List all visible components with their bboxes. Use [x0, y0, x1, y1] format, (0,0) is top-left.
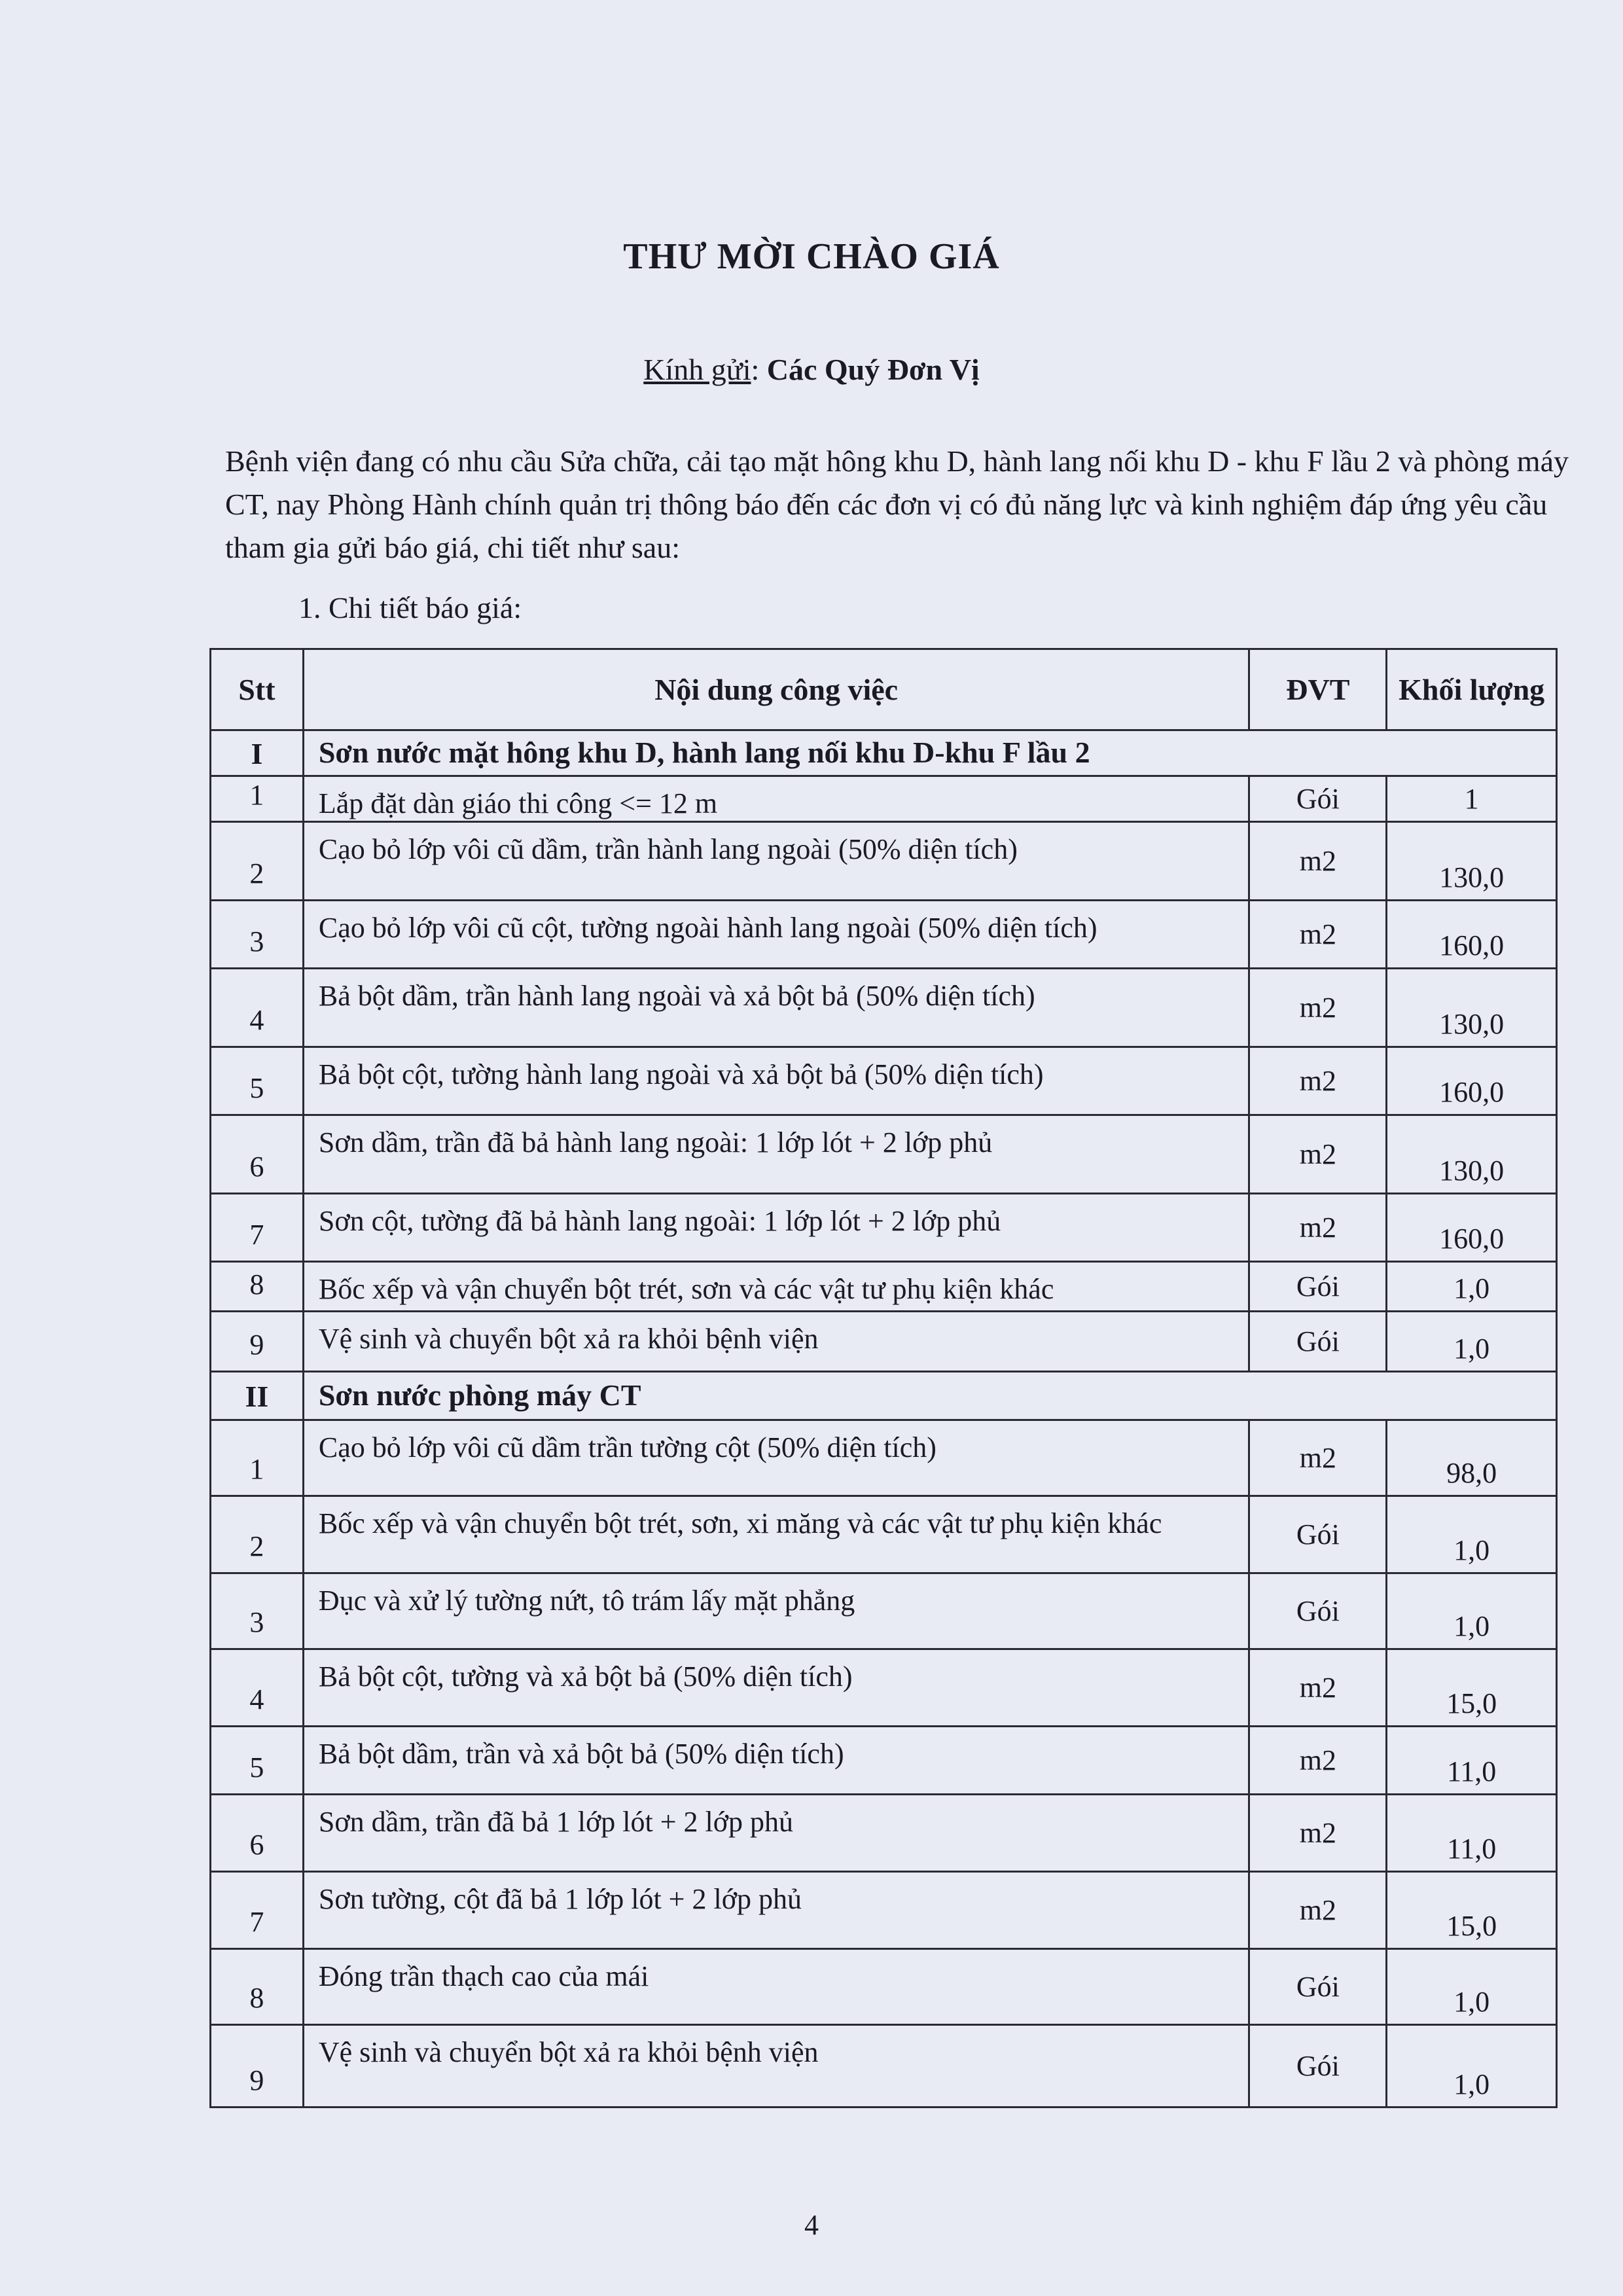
cell-stt: 3 — [211, 1573, 304, 1649]
cell-stt: 1 — [211, 776, 304, 822]
cell-content: Bả bột dầm, trần hành lang ngoài và xả bột bả (50% diện tích) — [303, 969, 1249, 1047]
table-row — [211, 1872, 1557, 1949]
table-row — [211, 2025, 1557, 2108]
cell-content: Bốc xếp và vận chuyển bột trét, sơn, xi măng và các vật tư phụ kiện khác — [303, 1496, 1249, 1573]
cell-qty: 1,0 — [1387, 1573, 1557, 1649]
cell-unit: m2 — [1249, 1047, 1387, 1115]
cell-stt: 4 — [211, 1649, 304, 1727]
table-row — [211, 1573, 1557, 1649]
cell-qty: 11,0 — [1387, 1795, 1557, 1872]
cell-stt: 3 — [211, 901, 304, 969]
cell-unit: m2 — [1249, 1649, 1387, 1727]
cell-stt: 8 — [211, 1949, 304, 2025]
table-row — [211, 969, 1557, 1047]
cell-content: Lắp đặt dàn giáo thi công <= 12 m — [303, 776, 1249, 822]
quote-table — [209, 648, 1558, 2108]
cell-unit: Gói — [1249, 1262, 1387, 1312]
table-row — [211, 822, 1557, 901]
cell-unit: Gói — [1249, 1312, 1387, 1372]
cell-content: Bả bột cột, tường hành lang ngoài và xả bột bả (50% diện tích) — [303, 1047, 1249, 1115]
cell-stt: 5 — [211, 1047, 304, 1115]
cell-qty: 15,0 — [1387, 1872, 1557, 1949]
cell-content: Sơn cột, tường đã bả hành lang ngoài: 1 lớp lót + 2 lớp phủ — [303, 1194, 1249, 1262]
cell-qty: 130,0 — [1387, 969, 1557, 1047]
cell-content: Sơn tường, cột đã bả 1 lớp lót + 2 lớp phủ — [303, 1872, 1249, 1949]
cell-stt: 9 — [211, 1312, 304, 1372]
intro-paragraph: Bệnh viện đang có nhu cầu Sửa chữa, cải tạo mặt hông khu D, hành lang nối khu D - khu F lầu 2 và phòng máy CT, nay Phòng Hành chính quản trị thông báo đến các đơn vị có đủ năng lực và kinh nghiệm đáp ứng yêu cầu tham gia gửi báo giá, chi tiết như sau: — [225, 444, 1569, 564]
cell-qty: 1,0 — [1387, 2025, 1557, 2108]
cell-content: Vệ sinh và chuyển bột xả ra khỏi bệnh viện — [303, 1312, 1249, 1372]
greeting-recipient: Các Quý Đơn Vị — [766, 353, 980, 386]
cell-content: Cạo bỏ lớp vôi cũ dầm, trần hành lang ngoài (50% diện tích) — [303, 822, 1249, 901]
cell-stt: 2 — [211, 822, 304, 901]
cell-content: Đóng trần thạch cao của mái — [303, 1949, 1249, 2025]
group-title: Sơn nước mặt hông khu D, hành lang nối khu D-khu F lầu 2 — [303, 730, 1556, 776]
cell-stt: 7 — [211, 1194, 304, 1262]
cell-unit: Gói — [1249, 1949, 1387, 2025]
table-row — [211, 1795, 1557, 1872]
cell-unit: m2 — [1249, 1194, 1387, 1262]
cell-stt: 6 — [211, 1795, 304, 1872]
cell-stt: 1 — [211, 1420, 304, 1496]
cell-qty: 160,0 — [1387, 1194, 1557, 1262]
cell-qty: 1,0 — [1387, 1496, 1557, 1573]
cell-stt: 7 — [211, 1872, 304, 1949]
cell-content: Sơn dầm, trần đã bả hành lang ngoài: 1 lớp lót + 2 lớp phủ — [303, 1115, 1249, 1194]
table-row — [211, 1194, 1557, 1262]
cell-stt: 5 — [211, 1727, 304, 1795]
cell-unit: m2 — [1249, 1795, 1387, 1872]
table-row — [211, 776, 1557, 822]
cell-qty: 160,0 — [1387, 901, 1557, 969]
cell-unit: m2 — [1249, 901, 1387, 969]
cell-unit: m2 — [1249, 822, 1387, 901]
cell-qty: 130,0 — [1387, 1115, 1557, 1194]
cell-qty: 160,0 — [1387, 1047, 1557, 1115]
section-heading: 1. Chi tiết báo giá: — [298, 591, 522, 624]
table-row — [211, 901, 1557, 969]
cell-unit: m2 — [1249, 1727, 1387, 1795]
cell-content: Cạo bỏ lớp vôi cũ dầm trần tường cột (50% diện tích) — [303, 1420, 1249, 1496]
cell-stt: 6 — [211, 1115, 304, 1194]
cell-unit: Gói — [1249, 776, 1387, 822]
cell-stt: 9 — [211, 2025, 304, 2108]
group-stt: II — [211, 1372, 304, 1420]
cell-qty: 1,0 — [1387, 1312, 1557, 1372]
group-row — [211, 1372, 1557, 1420]
group-row — [211, 730, 1557, 776]
cell-unit: Gói — [1249, 2025, 1387, 2108]
cell-content: Cạo bỏ lớp vôi cũ cột, tường ngoài hành lang ngoài (50% diện tích) — [303, 901, 1249, 969]
cell-content: Đục và xử lý tường nứt, tô trám lấy mặt phẳng — [303, 1573, 1249, 1649]
cell-unit: m2 — [1249, 1420, 1387, 1496]
cell-unit: Gói — [1249, 1573, 1387, 1649]
group-title: Sơn nước phòng máy CT — [303, 1372, 1556, 1420]
header-content: Nội dung công việc — [303, 649, 1249, 730]
cell-unit: m2 — [1249, 969, 1387, 1047]
table-row — [211, 1420, 1557, 1496]
greeting: Kính gửi: Các Quý Đơn Vị — [643, 353, 980, 386]
cell-content: Bốc xếp và vận chuyển bột trét, sơn và các vật tư phụ kiện khác — [303, 1262, 1249, 1312]
cell-stt: 2 — [211, 1496, 304, 1573]
cell-unit: Gói — [1249, 1496, 1387, 1573]
page-number: 4 — [804, 2209, 819, 2241]
cell-qty: 1,0 — [1387, 1262, 1557, 1312]
cell-stt: 8 — [211, 1262, 304, 1312]
table-header-row — [211, 649, 1557, 730]
table-row — [211, 1727, 1557, 1795]
cell-stt: 4 — [211, 969, 304, 1047]
cell-qty: 130,0 — [1387, 822, 1557, 901]
table-row — [211, 1312, 1557, 1372]
header-stt: Stt — [211, 649, 304, 730]
table-row — [211, 1949, 1557, 2025]
group-stt: I — [211, 730, 304, 776]
cell-qty: 98,0 — [1387, 1420, 1557, 1496]
table-row — [211, 1047, 1557, 1115]
cell-content: Vệ sinh và chuyển bột xả ra khỏi bệnh viện — [303, 2025, 1249, 2108]
cell-content: Bả bột dầm, trần và xả bột bả (50% diện tích) — [303, 1727, 1249, 1795]
table-row — [211, 1496, 1557, 1573]
table-row — [211, 1649, 1557, 1727]
cell-content: Bả bột cột, tường và xả bột bả (50% diện tích) — [303, 1649, 1249, 1727]
header-unit: ĐVT — [1249, 649, 1387, 730]
cell-unit: m2 — [1249, 1872, 1387, 1949]
cell-unit: m2 — [1249, 1115, 1387, 1194]
header-qty: Khối lượng — [1387, 649, 1557, 730]
greeting-label: Kính gửi — [643, 353, 751, 386]
cell-content: Sơn dầm, trần đã bả 1 lớp lót + 2 lớp phủ — [303, 1795, 1249, 1872]
cell-qty: 11,0 — [1387, 1727, 1557, 1795]
cell-qty: 15,0 — [1387, 1649, 1557, 1727]
cell-qty: 1,0 — [1387, 1949, 1557, 2025]
page-title: THƯ MỜI CHÀO GIÁ — [623, 236, 1000, 277]
cell-qty: 1 — [1387, 776, 1557, 822]
table-row — [211, 1262, 1557, 1312]
table-row — [211, 1115, 1557, 1194]
